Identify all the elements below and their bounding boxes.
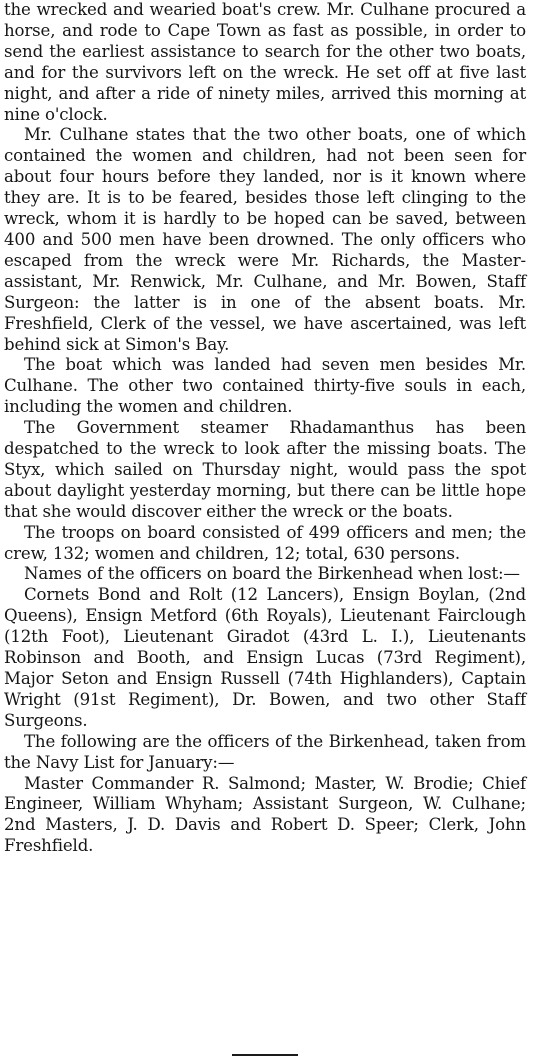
article-paragraph: Master Commander R. Salmond; Master, W. Brodie; Chief Engineer, William Whyham; Assistant Surgeon, W. Culhane; 2nd Masters, J. D. Davis and Robert D. Speer; Clerk, John Freshfield.	[4, 773, 526, 856]
section-divider	[232, 1054, 298, 1056]
article-paragraph: The boat which was landed had seven men besides Mr. Culhane. The other two contained thirty-five souls in each, including the women and children.	[4, 355, 526, 417]
article-paragraph: Mr. Culhane states that the two other boats, one of which contained the women and children, had not been seen for about four hours before they landed, nor is it known where they are. It is to be feared, besides those left clinging to the wreck, whom it is hardly to be hoped can be saved, between 400 and 500 men have been drowned. The only officers who escaped from the wreck were Mr. Richards, the Master-assistant, Mr. Renwick, Mr. Culhane, and Mr. Bowen, Staff Surgeon: the latter is in one of the absent boats. Mr. Freshfield, Clerk of the vessel, we have ascertained, was left behind sick at Simon's Bay.	[4, 125, 526, 354]
article-paragraph: The Government steamer Rhadamanthus has been despatched to the wreck to look after the missing boats. The Styx, which sailed on Thursday night, would pass the spot about daylight yesterday morning, but there can be little hope that she would discover either the wreck or the boats.	[4, 418, 526, 521]
article-paragraph: Cornets Bond and Rolt (12 Lancers), Ensign Boylan, (2nd Queens), Ensign Metford (6th Royals), Lieutenant Fairclough (12th Foot), Lieutenant Giradot (43rd L. I.), Lieutenants Robinson and Booth, and Ensign Lucas (73rd Regiment), Major Seton and Ensign Russell (74th Highlanders), Captain Wright (91st Regiment), Dr. Bowen, and two other Staff Surgeons.	[4, 585, 526, 730]
article-paragraph: Names of the officers on board the Birkenhead when lost:—	[24, 564, 520, 584]
article-paragraph: The troops on board consisted of 499 officers and men; the crew, 132; women and children, 12; total, 630 persons.	[4, 522, 526, 563]
article-paragraph: The following are the officers of the Birkenhead, taken from the Navy List for January:—	[4, 731, 526, 772]
article-paragraph: the wrecked and wearied boat's crew. Mr. Culhane procured a horse, and rode to Cape Town as fast as possible, in order to send the earliest assistance to search for the other two boats, and for the survivors left on the wreck. He set off at five last night, and after a ride of ninety miles, arrived this morning at nine o'clock.	[4, 0, 526, 124]
article-column	[4, 0, 526, 857]
